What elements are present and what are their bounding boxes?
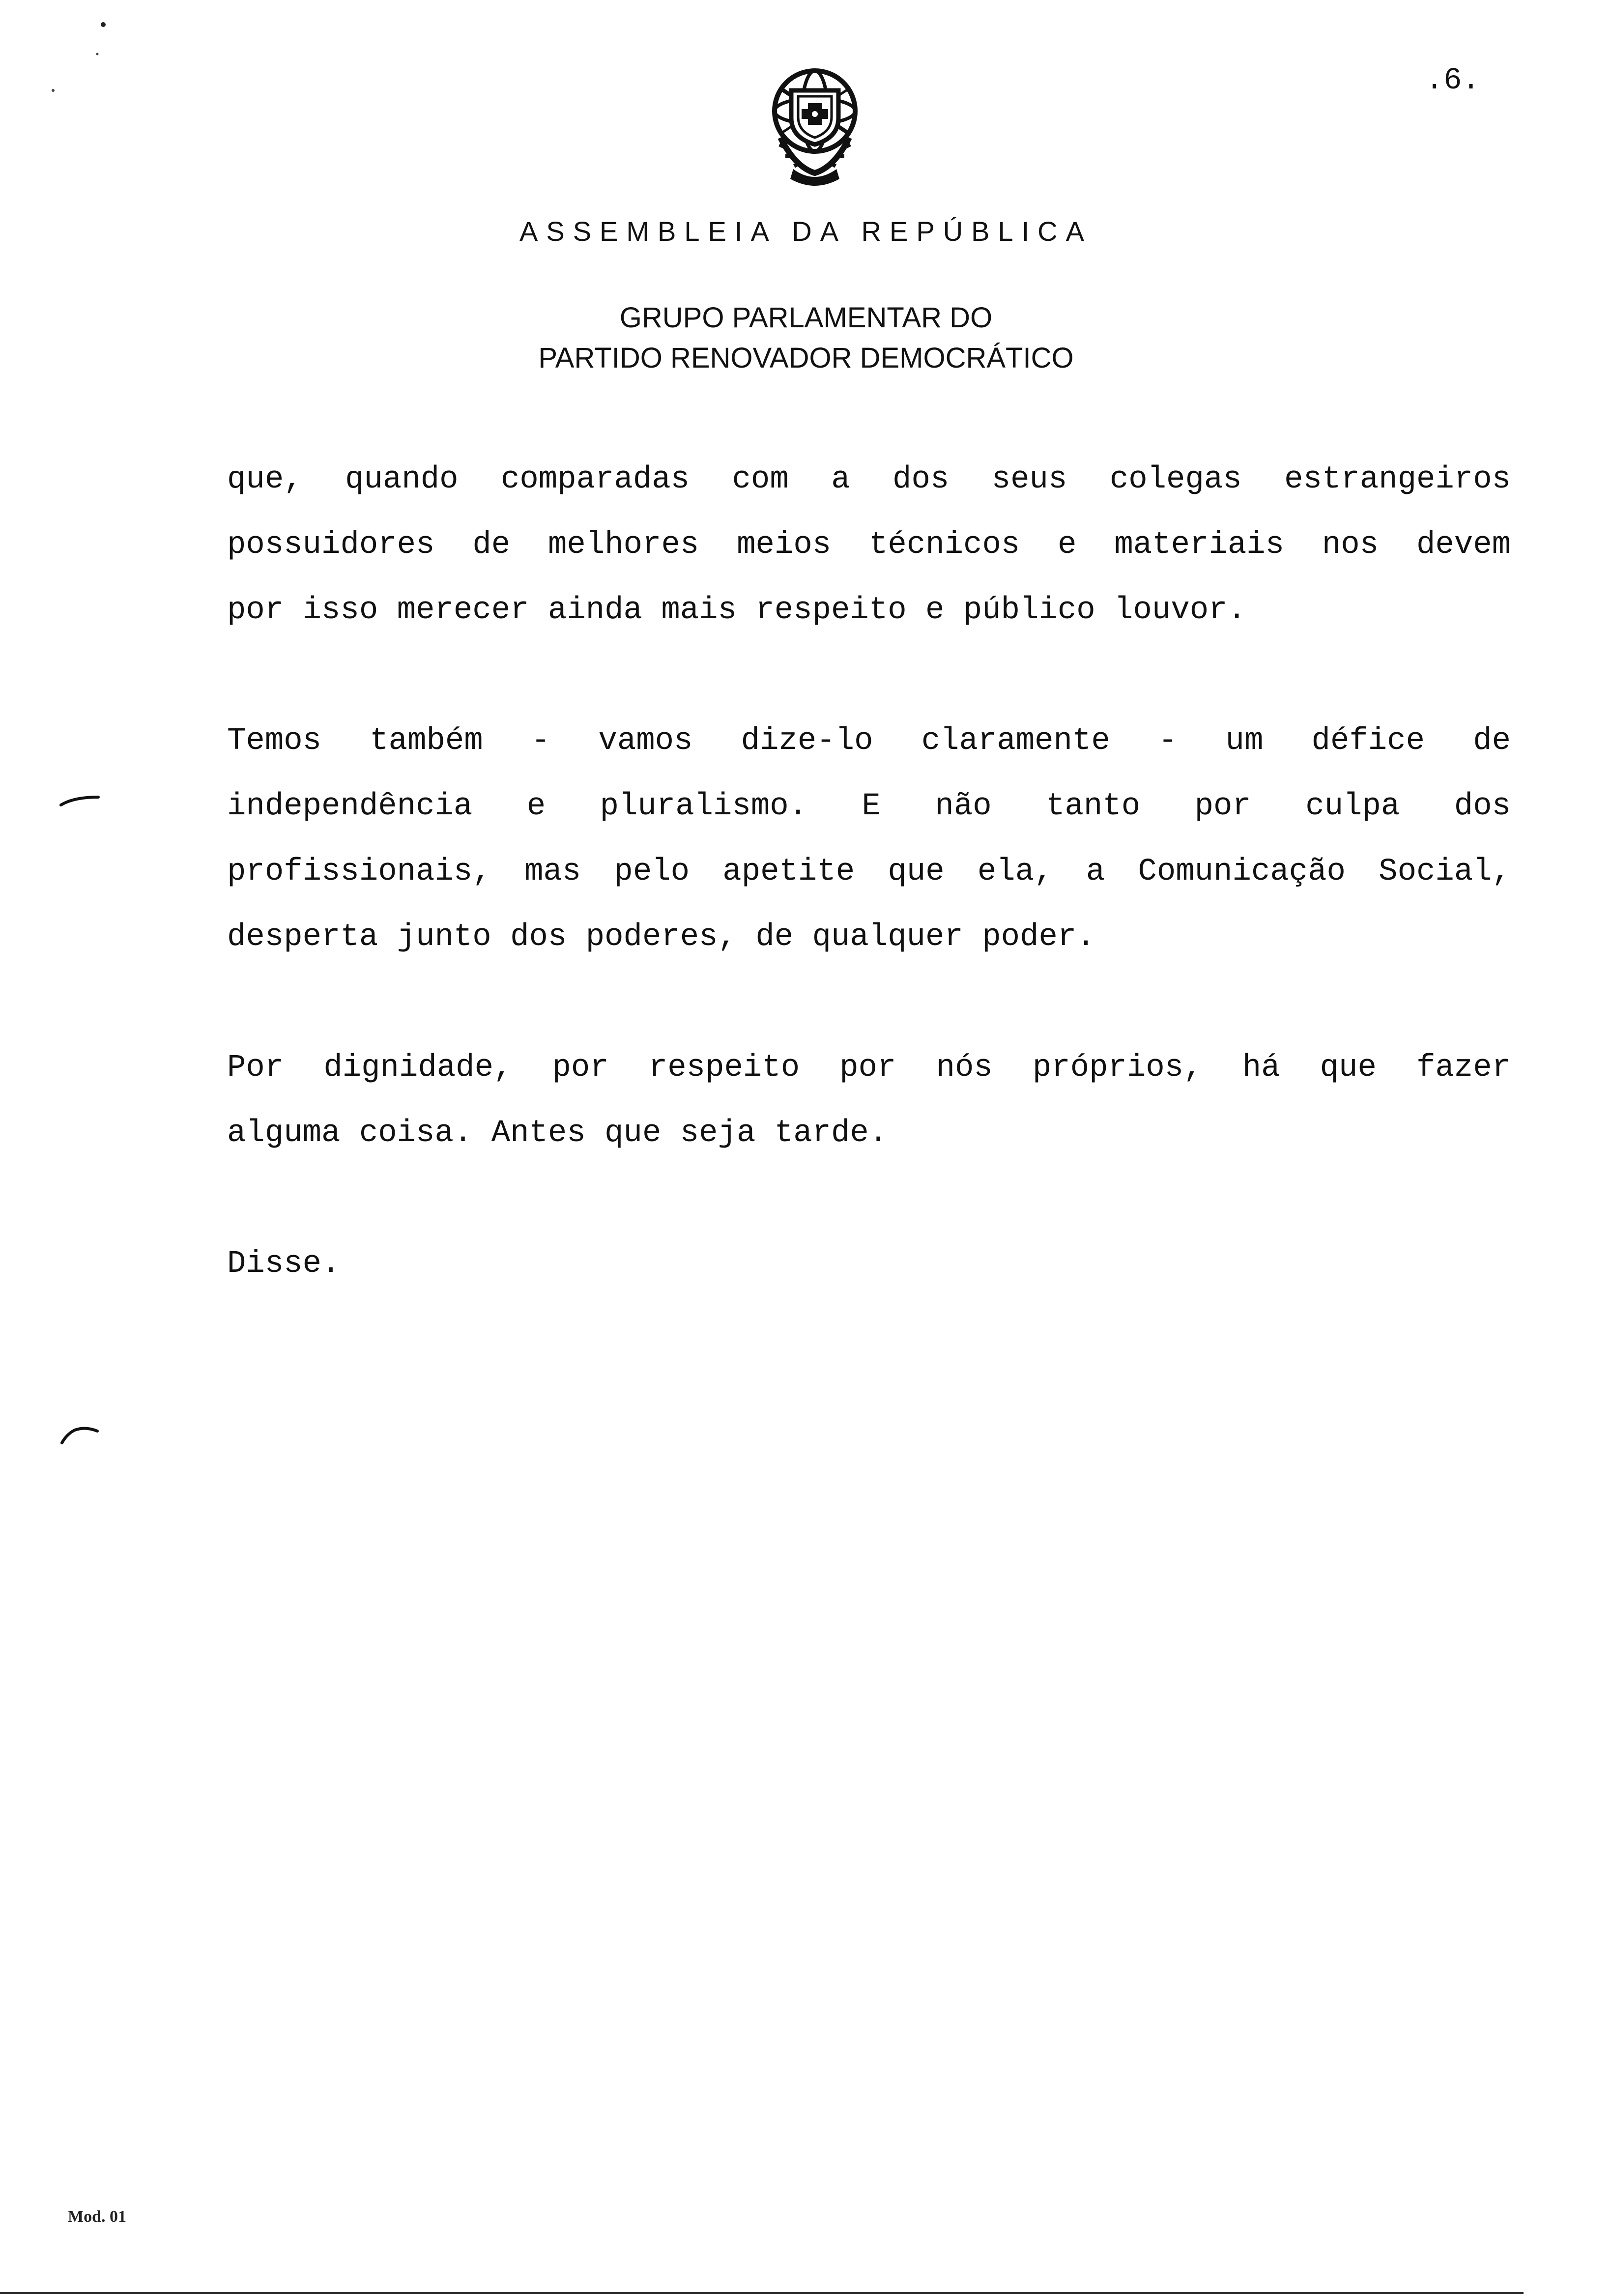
form-code: Mod. 01	[68, 2208, 126, 2226]
closing-word: Disse.	[227, 1246, 341, 1282]
text-line: Por dignidade, por respeito por nós próprios, há que fazer	[227, 1050, 1511, 1086]
margin-tick-mark	[59, 786, 103, 811]
closing-paragraph	[227, 1232, 1511, 1297]
text-line: alguma coisa. Antes que seja tarde.	[227, 1116, 888, 1151]
institution-name: ASSEMBLEIA DA REPÚBLICA	[519, 216, 1093, 247]
text-line: por isso merecer ainda mais respeito e público louvor.	[227, 593, 1246, 628]
paragraph	[227, 709, 1511, 970]
text-line: que, quando comparadas com a dos seus colegas estrangeiros	[227, 462, 1511, 497]
scan-speck-mark	[47, 84, 62, 98]
parliamentary-group	[0, 298, 1612, 378]
text-line: Temos também - vamos dize-lo claramente - um défice de	[227, 723, 1511, 759]
paragraph	[227, 1035, 1511, 1166]
paragraph	[227, 447, 1511, 643]
text-line: possuidores de melhores meios técnicos e materiais nos devem	[227, 527, 1511, 563]
text-line: profissionais, mas pelo apetite que ela, a Comunicação Social,	[227, 854, 1511, 890]
text-line: desperta junto dos poderes, de qualquer poder.	[227, 919, 1095, 955]
coat-of-arms-icon	[761, 64, 869, 187]
scan-speck-mark	[93, 20, 113, 88]
text-line: independência e pluralismo. E não tanto por culpa dos	[227, 789, 1511, 824]
margin-tick-mark	[58, 1415, 102, 1450]
bottom-rule	[0, 2292, 1524, 2294]
page-number: .6.	[1425, 63, 1480, 98]
group-name-line-1: GRUPO PARLAMENTAR DO	[619, 302, 993, 334]
group-name-line-2: PARTIDO RENOVADOR DEMOCRÁTICO	[538, 342, 1074, 374]
body-text	[227, 447, 1511, 1362]
